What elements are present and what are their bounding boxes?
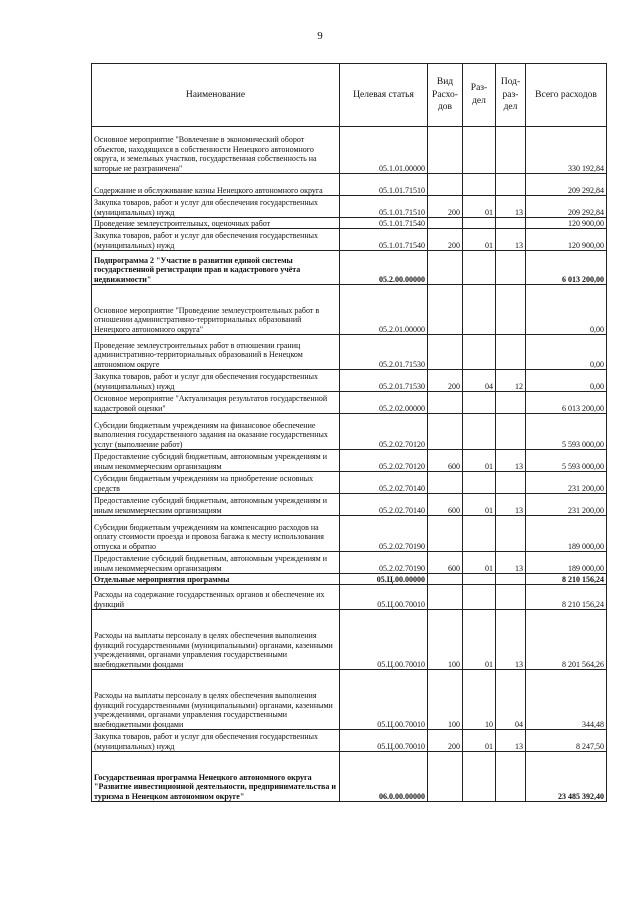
row-name-cell: Закупка товаров, работ и услуг для обеспечения государственных (муниципальных) нужд xyxy=(92,730,340,752)
row-total-cell: 5 593 000,00 xyxy=(526,414,607,450)
row-target-article-cell: 05.2.02.70190 xyxy=(340,516,428,552)
row-name-cell: Подпрограмма 2 "Участие в развитии единой системы государственной регистрации прав и кадастрового учёта недвижимости" xyxy=(92,251,340,285)
table-row xyxy=(92,574,607,585)
row-subsection-cell: 13 xyxy=(496,610,526,670)
budget-table xyxy=(91,63,607,802)
row-name-cell: Предоставление субсидий бюджетным, автономным учреждениям и иным некоммерческим организациям xyxy=(92,450,340,472)
table-row xyxy=(92,370,607,392)
row-subsection-cell xyxy=(496,472,526,494)
row-expense-type-cell xyxy=(428,218,463,229)
row-section-cell xyxy=(463,218,496,229)
header-subsection: Под-раз-дел xyxy=(496,64,526,127)
table-row xyxy=(92,174,607,196)
row-expense-type-cell xyxy=(428,472,463,494)
row-subsection-cell xyxy=(496,335,526,370)
header-target-article: Целевая статья xyxy=(340,64,428,127)
row-expense-type-cell: 600 xyxy=(428,494,463,516)
row-expense-type-cell: 200 xyxy=(428,730,463,752)
row-total-cell: 5 593 000,00 xyxy=(526,450,607,472)
row-name-cell: Субсидии бюджетным учреждениям на приобретение основных средств xyxy=(92,472,340,494)
row-section-cell xyxy=(463,251,496,285)
row-target-article-cell: 05.Ц.00.70010 xyxy=(340,585,428,610)
row-expense-type-cell: 200 xyxy=(428,229,463,251)
row-target-article-cell: 05.Ц.00.70010 xyxy=(340,730,428,752)
row-expense-type-cell xyxy=(428,335,463,370)
row-total-cell: 0,00 xyxy=(526,370,607,392)
row-total-cell: 8 247,50 xyxy=(526,730,607,752)
row-target-article-cell: 05.Ц.00.70010 xyxy=(340,670,428,730)
row-expense-type-cell xyxy=(428,174,463,196)
table-row xyxy=(92,552,607,574)
header-total: Всего расходов xyxy=(526,64,607,127)
header-expense-type: Вид Расхо-дов xyxy=(428,64,463,127)
table-row xyxy=(92,229,607,251)
row-total-cell: 209 292,84 xyxy=(526,196,607,218)
row-section-cell: 01 xyxy=(463,552,496,574)
table-row xyxy=(92,585,607,610)
table-row xyxy=(92,285,607,335)
table-row xyxy=(92,392,607,414)
row-subsection-cell xyxy=(496,516,526,552)
row-target-article-cell: 05.2.02.70120 xyxy=(340,450,428,472)
row-target-article-cell: 05.1.01.71540 xyxy=(340,229,428,251)
row-name-cell: Предоставление субсидий бюджетным, автономным учреждениям и иным некоммерческим организациям xyxy=(92,552,340,574)
row-subsection-cell xyxy=(496,574,526,585)
row-target-article-cell: 05.2.02.70140 xyxy=(340,472,428,494)
row-target-article-cell: 05.2.00.00000 xyxy=(340,251,428,285)
row-section-cell xyxy=(463,574,496,585)
row-name-cell: Предоставление субсидий бюджетным, автономным учреждениям и иным некоммерческим организациям xyxy=(92,494,340,516)
row-expense-type-cell xyxy=(428,127,463,174)
row-expense-type-cell xyxy=(428,585,463,610)
row-target-article-cell: 05.2.02.70140 xyxy=(340,494,428,516)
table-row xyxy=(92,450,607,472)
row-subsection-cell xyxy=(496,752,526,802)
row-name-cell: Расходы на выплаты персоналу в целях обеспечения выполнения функций государственными (муниципальными) органами, казенными учреждениями, органами управления государственными внебюджетными фондами xyxy=(92,610,340,670)
row-total-cell: 6 013 200,00 xyxy=(526,392,607,414)
table-row xyxy=(92,670,607,730)
row-section-cell xyxy=(463,174,496,196)
row-subsection-cell: 13 xyxy=(496,229,526,251)
row-subsection-cell xyxy=(496,218,526,229)
row-section-cell xyxy=(463,472,496,494)
row-section-cell: 01 xyxy=(463,494,496,516)
row-name-cell: Субсидии бюджетным учреждениям на финансовое обеспечение выполнения государственного задания на оказание государственных услуг (выполнение работ) xyxy=(92,414,340,450)
row-target-article-cell: 05.1.01.71540 xyxy=(340,218,428,229)
row-subsection-cell xyxy=(496,251,526,285)
row-expense-type-cell: 600 xyxy=(428,552,463,574)
row-subsection-cell: 13 xyxy=(496,450,526,472)
row-expense-type-cell: 600 xyxy=(428,450,463,472)
row-total-cell: 8 210 156,24 xyxy=(526,585,607,610)
table-header-row xyxy=(92,64,607,127)
row-total-cell: 120 900,00 xyxy=(526,218,607,229)
row-subsection-cell xyxy=(496,392,526,414)
row-total-cell: 8 201 564,26 xyxy=(526,610,607,670)
row-section-cell: 01 xyxy=(463,196,496,218)
row-total-cell: 6 013 200,00 xyxy=(526,251,607,285)
row-expense-type-cell xyxy=(428,392,463,414)
row-total-cell: 330 192,84 xyxy=(526,127,607,174)
row-section-cell: 04 xyxy=(463,370,496,392)
row-subsection-cell xyxy=(496,414,526,450)
table-row xyxy=(92,196,607,218)
row-name-cell: Расходы на выплаты персоналу в целях обеспечения выполнения функций государственными (муниципальными) органами, казенными учреждениями, органами управления государственными внебюджетными фондами xyxy=(92,670,340,730)
row-total-cell: 231 200,00 xyxy=(526,494,607,516)
table-row xyxy=(92,251,607,285)
row-total-cell: 23 485 392,40 xyxy=(526,752,607,802)
row-section-cell xyxy=(463,414,496,450)
row-subsection-cell xyxy=(496,285,526,335)
row-section-cell: 01 xyxy=(463,229,496,251)
table-row xyxy=(92,730,607,752)
row-section-cell xyxy=(463,285,496,335)
row-name-cell: Отдельные мероприятия программы xyxy=(92,574,340,585)
row-total-cell: 8 210 156,24 xyxy=(526,574,607,585)
row-section-cell xyxy=(463,585,496,610)
row-expense-type-cell xyxy=(428,516,463,552)
row-total-cell: 231 200,00 xyxy=(526,472,607,494)
row-total-cell: 0,00 xyxy=(526,285,607,335)
row-subsection-cell: 13 xyxy=(496,552,526,574)
row-name-cell: Проведение землеустроительных работ в отношении границ административно-территориальных образований в Ненецком автономном округе xyxy=(92,335,340,370)
table-row xyxy=(92,414,607,450)
row-target-article-cell: 05.2.02.00000 xyxy=(340,392,428,414)
table-row xyxy=(92,127,607,174)
row-section-cell: 10 xyxy=(463,670,496,730)
row-expense-type-cell xyxy=(428,251,463,285)
row-subsection-cell: 13 xyxy=(496,730,526,752)
row-name-cell: Расходы на содержание государственных органов и обеспечение их функций xyxy=(92,585,340,610)
table-row xyxy=(92,218,607,229)
row-name-cell: Содержание и обслуживание казны Ненецкого автономного округа xyxy=(92,174,340,196)
row-target-article-cell: 05.1.01.71510 xyxy=(340,196,428,218)
row-total-cell: 189 000,00 xyxy=(526,516,607,552)
header-section: Раз-дел xyxy=(463,64,496,127)
table-row xyxy=(92,516,607,552)
row-target-article-cell: 05.2.02.70190 xyxy=(340,552,428,574)
row-expense-type-cell: 100 xyxy=(428,670,463,730)
row-subsection-cell: 13 xyxy=(496,196,526,218)
row-total-cell: 344,48 xyxy=(526,670,607,730)
row-total-cell: 120 900,00 xyxy=(526,229,607,251)
row-section-cell xyxy=(463,392,496,414)
row-section-cell xyxy=(463,752,496,802)
row-target-article-cell: 05.2.02.70120 xyxy=(340,414,428,450)
row-section-cell: 01 xyxy=(463,730,496,752)
row-section-cell xyxy=(463,127,496,174)
row-name-cell: Проведение землеустроительных, оценочных работ xyxy=(92,218,340,229)
row-name-cell: Основное мероприятие "Актуализация результатов государственной кадастровой оценки" xyxy=(92,392,340,414)
row-target-article-cell: 05.Ц.00.00000 xyxy=(340,574,428,585)
row-section-cell xyxy=(463,516,496,552)
row-name-cell: Основное мероприятие "Вовлечение в экономический оборот объектов, находящихся в собственности Ненецкого автономного округа, и земельных участков, государственная собственность на которые не разграничена" xyxy=(92,127,340,174)
row-target-article-cell: 05.Ц.00.70010 xyxy=(340,610,428,670)
table-row xyxy=(92,610,607,670)
table-row xyxy=(92,752,607,802)
row-total-cell: 0,00 xyxy=(526,335,607,370)
table-row xyxy=(92,472,607,494)
row-expense-type-cell xyxy=(428,574,463,585)
row-expense-type-cell: 100 xyxy=(428,610,463,670)
row-name-cell: Государственная программа Ненецкого автономного округа "Развитие инвестиционной деятельности, предпринимательства и туризма в Ненецком автономном округе" xyxy=(92,752,340,802)
row-subsection-cell: 13 xyxy=(496,494,526,516)
row-target-article-cell: 05.2.01.71530 xyxy=(340,335,428,370)
row-target-article-cell: 05.1.01.00000 xyxy=(340,127,428,174)
row-subsection-cell: 12 xyxy=(496,370,526,392)
row-target-article-cell: 05.2.01.00000 xyxy=(340,285,428,335)
row-target-article-cell: 06.0.00.00000 xyxy=(340,752,428,802)
row-target-article-cell: 05.1.01.71510 xyxy=(340,174,428,196)
page-number: 9 xyxy=(317,30,323,42)
row-expense-type-cell: 200 xyxy=(428,196,463,218)
row-name-cell: Основное мероприятие "Проведение землеустроительных работ в отношении административно-территориальных образований Ненецкого автономного округа" xyxy=(92,285,340,335)
row-name-cell: Закупка товаров, работ и услуг для обеспечения государственных (муниципальных) нужд xyxy=(92,196,340,218)
row-subsection-cell xyxy=(496,585,526,610)
row-name-cell: Субсидии бюджетным учреждениям на компенсацию расходов на оплату стоимости проезда и провоза багажа к месту использования отпуска и обратно xyxy=(92,516,340,552)
table-row xyxy=(92,494,607,516)
row-total-cell: 189 000,00 xyxy=(526,552,607,574)
row-total-cell: 209 292,84 xyxy=(526,174,607,196)
header-name: Наименование xyxy=(92,64,340,127)
row-section-cell: 01 xyxy=(463,450,496,472)
row-subsection-cell xyxy=(496,174,526,196)
row-name-cell: Закупка товаров, работ и услуг для обеспечения государственных (муниципальных) нужд xyxy=(92,229,340,251)
row-expense-type-cell xyxy=(428,414,463,450)
row-section-cell: 01 xyxy=(463,610,496,670)
row-expense-type-cell xyxy=(428,285,463,335)
row-subsection-cell: 04 xyxy=(496,670,526,730)
row-target-article-cell: 05.2.01.71530 xyxy=(340,370,428,392)
row-section-cell xyxy=(463,335,496,370)
row-expense-type-cell xyxy=(428,752,463,802)
row-expense-type-cell: 200 xyxy=(428,370,463,392)
row-subsection-cell xyxy=(496,127,526,174)
row-name-cell: Закупка товаров, работ и услуг для обеспечения государственных (муниципальных) нужд xyxy=(92,370,340,392)
table-row xyxy=(92,335,607,370)
